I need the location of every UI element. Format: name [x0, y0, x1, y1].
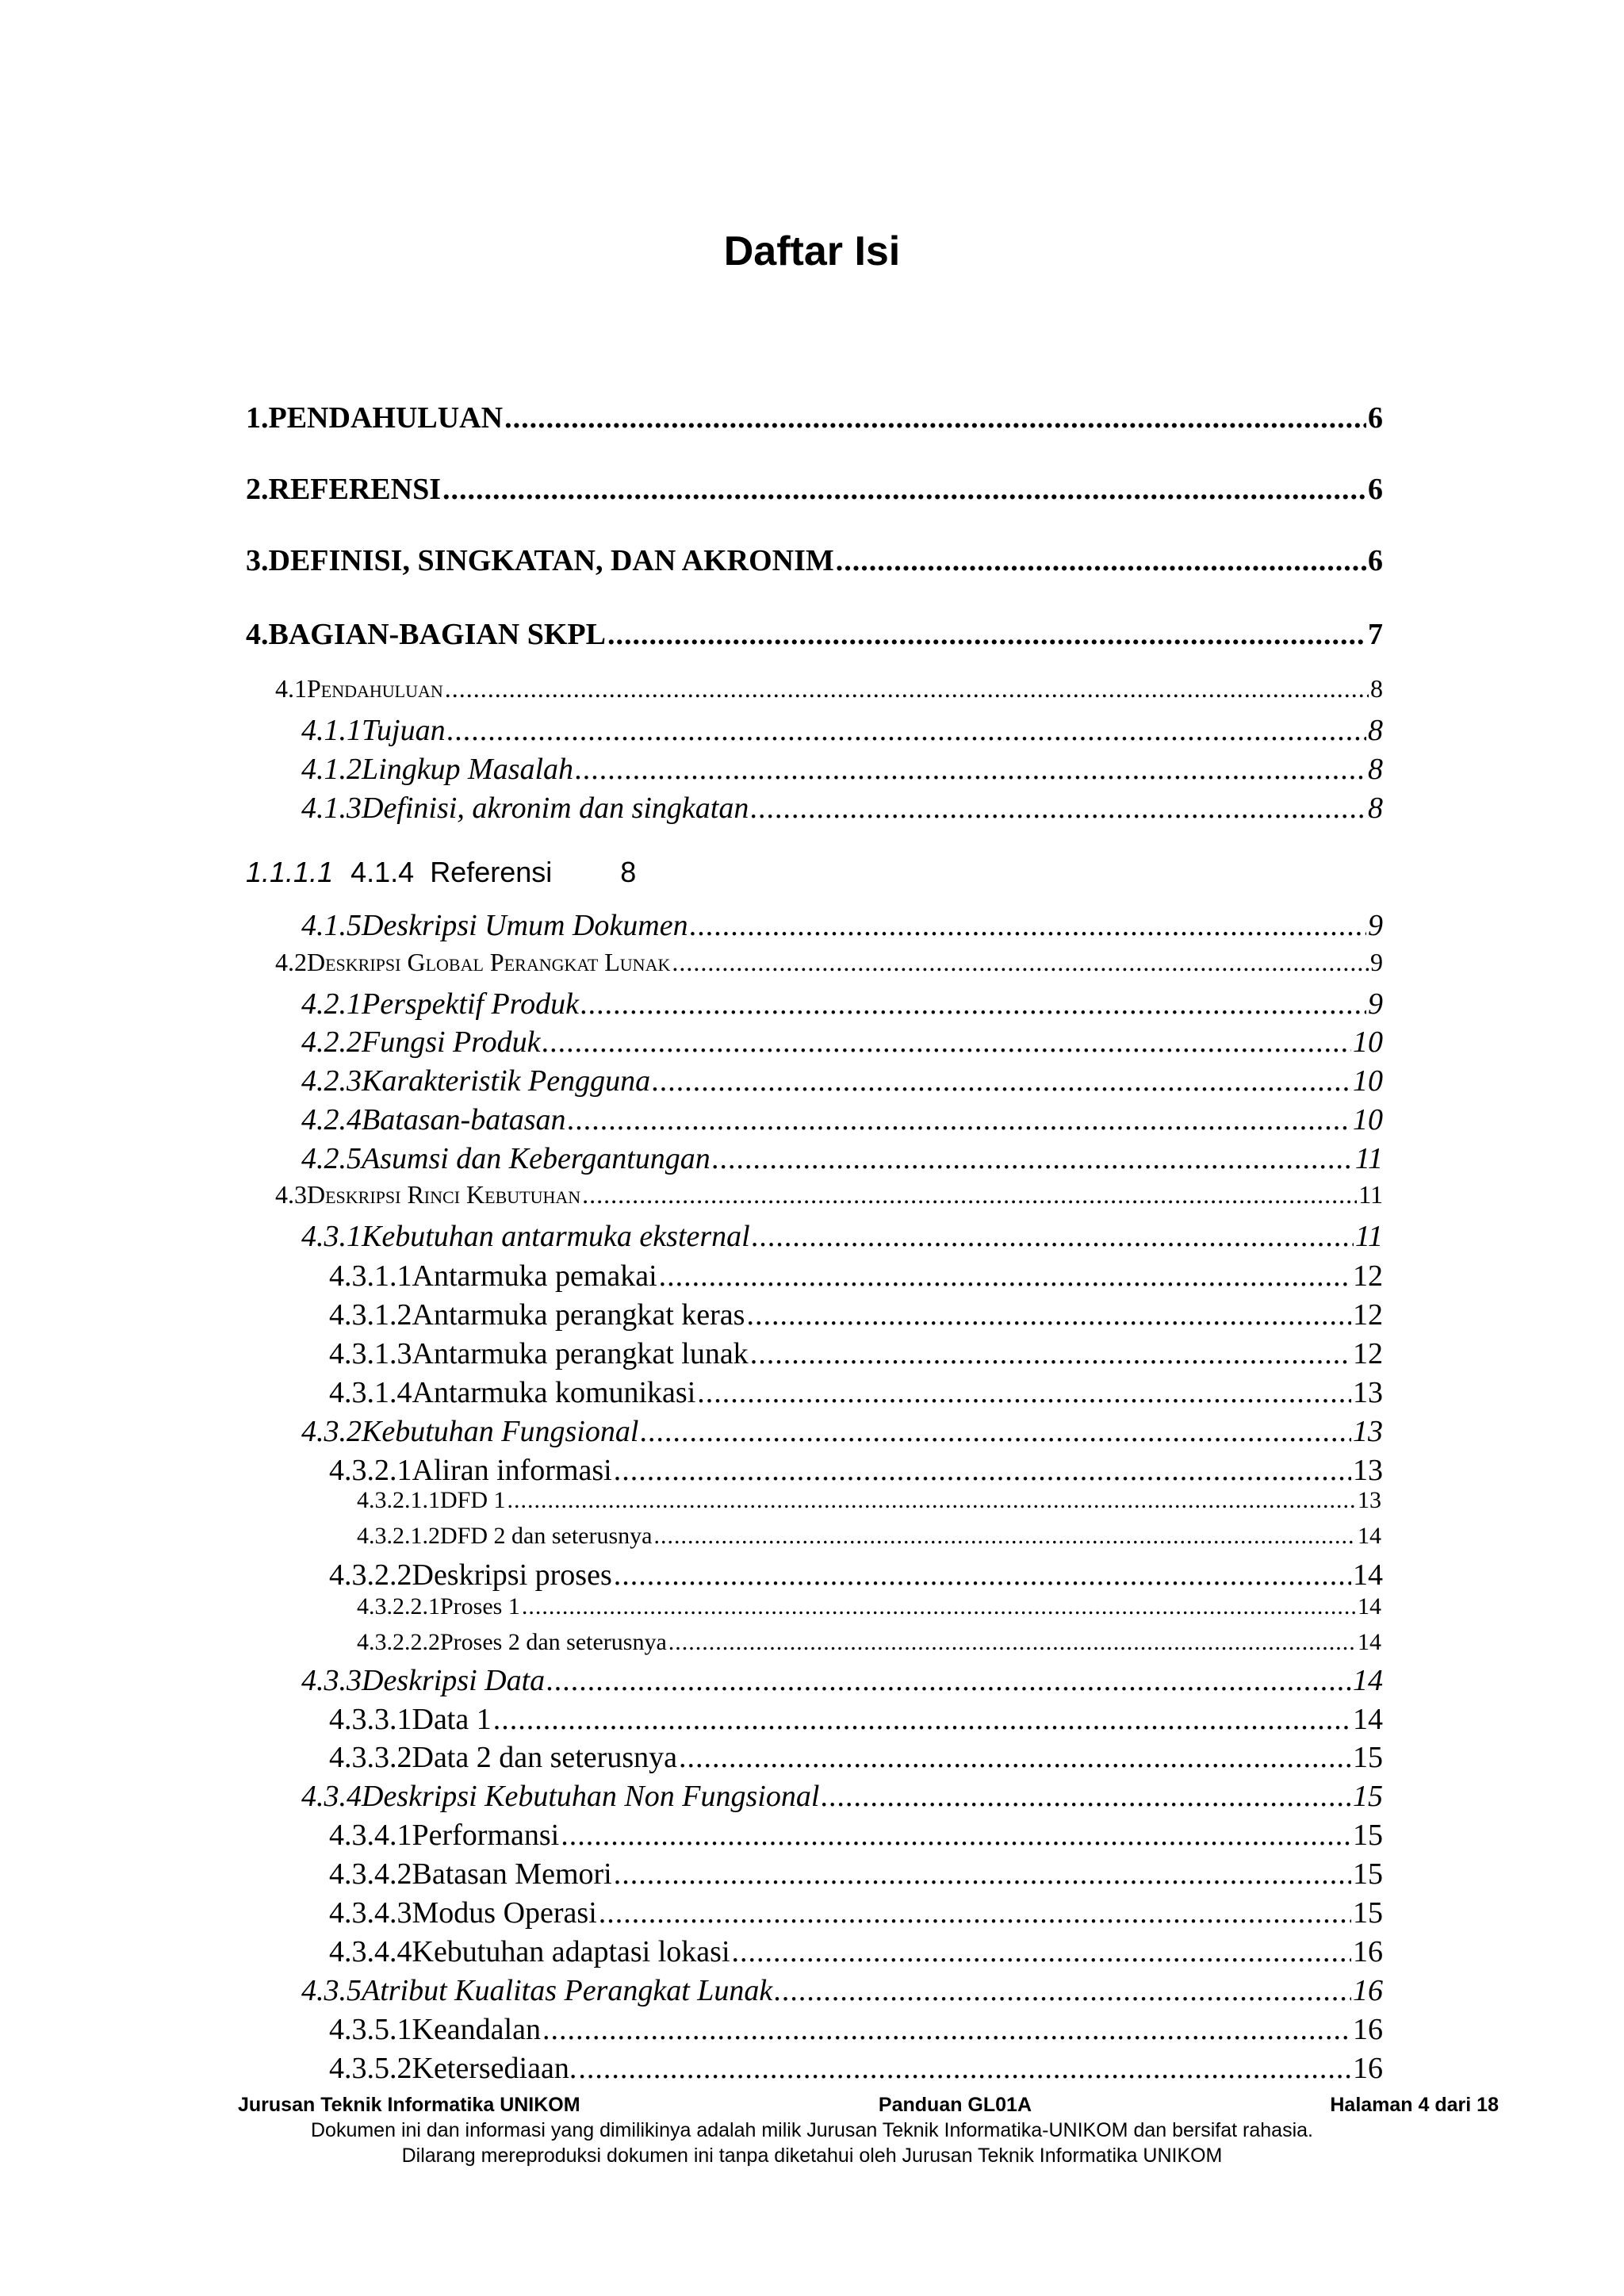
toc-page: 8 — [1368, 753, 1383, 786]
dot-leader — [442, 472, 1366, 507]
toc-title: BAGIAN-BAGIAN SKPL — [268, 618, 606, 651]
toc-page: 12 — [1353, 1337, 1383, 1370]
toc-title: Asumsi dan Kebergantungan — [362, 1142, 710, 1175]
toc-number: 4.3.4.1 — [329, 1819, 412, 1852]
toc-number: 4.3.5.1 — [329, 2013, 412, 2046]
toc-page: 16 — [1353, 2052, 1383, 2085]
toc-number: 4.3.4.4 — [329, 1935, 412, 1968]
footer-row — [238, 2092, 1499, 2118]
toc-title: Antarmuka komunikasi — [412, 1376, 696, 1409]
toc-entry[interactable] — [301, 752, 1383, 788]
toc-page: 15 — [1353, 1896, 1383, 1930]
dot-leader — [653, 1523, 1356, 1550]
toc-entry[interactable] — [301, 1141, 1383, 1178]
footer-confidential-note: Dokumen ini dan informasi yang dimilikinya adalah milik Jurusan Teknik Informatika-UNIKOM dan bersifat rahasia. — [311, 2119, 1313, 2141]
dot-leader — [679, 1740, 1351, 1775]
dot-leader — [447, 713, 1366, 748]
toc-title: Ketersediaan. — [412, 2052, 577, 2085]
dot-leader — [504, 401, 1366, 435]
dot-leader — [668, 1629, 1356, 1656]
toc-title: Deskripsi Global Perangkat Lunak — [307, 948, 671, 976]
footer-document-code: Panduan GL01A — [878, 2094, 1032, 2116]
dot-leader — [614, 1857, 1351, 1892]
toc-page: 8 — [1368, 792, 1383, 825]
dot-leader — [652, 1064, 1351, 1098]
toc-title: Antarmuka perangkat keras — [412, 1298, 745, 1332]
toc-number: 4.1.4 — [350, 856, 415, 888]
dot-leader — [821, 1779, 1351, 1814]
toc-title: Modus Operasi — [412, 1896, 597, 1930]
dot-leader — [659, 1259, 1351, 1294]
toc-entry[interactable] — [301, 791, 1383, 827]
toc-number: 4.1.2 — [301, 753, 362, 786]
toc-number: 4.3.1 — [301, 1220, 362, 1253]
footer-department: Jurusan Teknik Informatika UNIKOM — [238, 2094, 580, 2116]
toc-page: 11 — [1354, 1220, 1383, 1253]
dot-leader — [614, 1453, 1351, 1488]
toc-page: 10 — [1353, 1025, 1383, 1059]
toc-title: Performansi — [412, 1819, 560, 1852]
toc-page: 12 — [1353, 1259, 1383, 1293]
toc-title: Antarmuka pemakai — [412, 1259, 657, 1293]
toc-entry[interactable] — [301, 1663, 1383, 1700]
dot-leader — [445, 674, 1369, 703]
toc-entry[interactable] — [329, 2051, 1383, 2087]
toc-page: 9 — [1368, 909, 1383, 942]
toc-page: 6 — [1368, 473, 1383, 506]
dot-leader — [493, 1702, 1351, 1737]
toc-number: 4.2.4 — [301, 1103, 362, 1137]
toc-entry[interactable] — [329, 1375, 1383, 1412]
toc-page: 6 — [1368, 544, 1383, 577]
dot-leader — [750, 791, 1366, 826]
toc-entry[interactable] — [301, 987, 1383, 1023]
toc-page: 16 — [1353, 1974, 1383, 2007]
toc-entry[interactable] — [357, 1593, 1381, 1625]
toc-number: 4.2.2 — [301, 1025, 362, 1059]
toc-page: 15 — [1353, 1780, 1383, 1813]
toc-page: 15 — [1353, 1819, 1383, 1852]
toc-number: 4.3 — [275, 1180, 307, 1209]
toc-title: DEFINISI, SINGKATAN, DAN AKRONIM — [268, 544, 834, 577]
toc-title: Lingkup Masalah — [362, 753, 574, 786]
toc-number: 4.3.3.2 — [329, 1741, 412, 1774]
toc-page: 15 — [1353, 1741, 1383, 1774]
toc-title: Kebutuhan adaptasi lokasi — [412, 1935, 730, 1968]
dot-leader — [568, 1102, 1351, 1137]
toc-title: Antarmuka perangkat lunak — [412, 1337, 749, 1370]
dot-leader — [578, 2051, 1351, 2086]
toc-number: 4.3.1.3 — [329, 1337, 412, 1370]
dot-leader — [542, 2012, 1351, 2047]
dot-leader — [640, 1414, 1351, 1449]
dot-leader — [599, 1895, 1351, 1930]
toc-title: Deskripsi Data — [362, 1664, 546, 1697]
toc-entry[interactable] — [246, 543, 1383, 581]
toc-title: Proses 1 — [440, 1593, 520, 1619]
toc-entry[interactable] — [301, 1779, 1383, 1815]
dot-leader — [580, 987, 1366, 1022]
toc-entry[interactable] — [329, 1895, 1383, 1932]
toc-title: DFD 1 — [440, 1487, 506, 1513]
toc-page: 13 — [1353, 1376, 1383, 1409]
toc-entry[interactable] — [329, 1857, 1383, 1893]
toc-entry[interactable] — [357, 1629, 1381, 1661]
toc-entry[interactable] — [329, 1818, 1383, 1854]
toc-title: Kebutuhan antarmuka eksternal — [362, 1220, 750, 1253]
toc-entry[interactable] — [301, 1025, 1383, 1061]
toc-number: 1. — [246, 401, 269, 435]
toc-page: 16 — [1353, 2013, 1383, 2046]
dot-leader — [732, 1934, 1351, 1969]
dot-leader — [672, 948, 1369, 977]
toc-title: Definisi, akronim dan singkatan — [362, 792, 749, 825]
toc-entry[interactable] — [357, 1523, 1381, 1554]
toc-title: Deskripsi Umum Dokumen — [362, 909, 688, 942]
toc-entry[interactable] — [301, 908, 1383, 945]
toc-entry[interactable] — [357, 1487, 1381, 1519]
dot-leader — [582, 1180, 1357, 1209]
toc-entry[interactable] — [301, 1414, 1383, 1451]
toc-title: Karakteristik Pengguna — [362, 1064, 651, 1098]
toc-title: Tujuan — [362, 714, 446, 747]
toc-entry[interactable] — [275, 948, 1383, 983]
toc-page: 14 — [1358, 1593, 1381, 1619]
toc-page: 16 — [1353, 1935, 1383, 1968]
toc-number: 4.3.2.1 — [329, 1454, 412, 1487]
toc-page: 14 — [1353, 1664, 1383, 1697]
toc-title: Keandalan — [412, 2013, 541, 2046]
toc-number: 4.3.5 — [301, 1974, 362, 2007]
toc-page: 14 — [1358, 1629, 1381, 1655]
toc-entry[interactable] — [329, 1297, 1383, 1334]
toc-number: 4.3.2.1.2 — [357, 1523, 440, 1549]
footer-page-number: Halaman 4 dari 18 — [1330, 2094, 1499, 2116]
dot-leader — [546, 1663, 1351, 1698]
toc-number: 4. — [246, 618, 269, 651]
toc-title: Deskripsi Kebutuhan Non Fungsional — [362, 1780, 820, 1813]
toc-page: 8 — [620, 856, 637, 888]
toc-page: 8 — [1370, 674, 1383, 703]
toc-title: Referensi — [430, 856, 553, 888]
toc-entry[interactable] — [275, 674, 1383, 709]
toc-page: 13 — [1358, 1487, 1381, 1513]
toc-number: 4.1 — [275, 674, 307, 703]
toc-entry[interactable] — [329, 2012, 1383, 2049]
toc-page: 12 — [1353, 1298, 1383, 1332]
toc-entry[interactable] — [329, 1259, 1383, 1295]
toc-page: 14 — [1353, 1558, 1383, 1592]
dot-leader — [575, 752, 1366, 787]
toc-page: 7 — [1368, 618, 1383, 651]
toc-title: Kebutuhan Fungsional — [362, 1415, 639, 1448]
dot-leader — [750, 1336, 1351, 1371]
toc-entry[interactable] — [301, 1219, 1383, 1255]
toc-number: 4.1.1 — [301, 714, 362, 747]
toc-title: Pendahuluan — [307, 674, 443, 703]
toc-title: Aliran informasi — [412, 1454, 612, 1487]
dot-leader — [522, 1593, 1356, 1620]
toc-number: 4.1.3 — [301, 792, 362, 825]
toc-title: Atribut Kualitas Perangkat Lunak — [362, 1974, 773, 2007]
toc-title: Proses 2 dan seterusnya — [440, 1629, 667, 1655]
toc-number: 4.3.4.3 — [329, 1896, 412, 1930]
toc-page: 11 — [1358, 1180, 1383, 1209]
dot-leader — [561, 1818, 1351, 1853]
toc-title: Data 1 — [412, 1703, 492, 1736]
toc-title: PENDAHULUAN — [268, 401, 504, 435]
toc-number: 4.3.4 — [301, 1780, 362, 1813]
toc-entry[interactable] — [329, 1558, 1383, 1594]
toc-entry[interactable] — [329, 1453, 1383, 1489]
dot-leader — [508, 1487, 1356, 1514]
toc-number: 4.3.1.4 — [329, 1376, 412, 1409]
toc-page: 11 — [1354, 1142, 1383, 1175]
toc-title: Batasan-batasan — [362, 1103, 566, 1137]
toc-entry[interactable] — [246, 472, 1383, 510]
dot-leader — [774, 1973, 1351, 2008]
dot-leader — [746, 1297, 1351, 1332]
toc-entry[interactable] — [329, 1702, 1383, 1738]
dot-leader — [614, 1558, 1351, 1593]
toc-page: 10 — [1353, 1103, 1383, 1137]
dot-leader — [712, 1141, 1354, 1176]
toc-page: 8 — [1368, 714, 1383, 747]
toc-entry[interactable] — [246, 617, 1383, 655]
toc-entry[interactable] — [301, 1973, 1383, 2010]
toc-title: Perspektif Produk — [362, 987, 580, 1021]
toc-entry[interactable] — [275, 1180, 1383, 1215]
toc-number: 4.3.2.2 — [329, 1558, 412, 1592]
toc-number: 4.3.5.2 — [329, 2052, 412, 2085]
toc-title: Fungsi Produk — [362, 1025, 541, 1059]
toc-number: 4.3.4.2 — [329, 1857, 412, 1891]
toc-number: 4.3.2.2.1 — [357, 1593, 440, 1619]
toc-number: 4.3.2 — [301, 1415, 362, 1448]
toc-number: 4.3.3 — [301, 1664, 362, 1697]
toc-page: 6 — [1368, 401, 1383, 435]
toc-entry[interactable] — [329, 1934, 1383, 1971]
toc-number: 4.2 — [275, 948, 307, 976]
toc-page: 10 — [1353, 1064, 1383, 1098]
toc-title: DFD 2 dan seterusnya — [440, 1523, 653, 1549]
toc-number: 4.3.1.1 — [329, 1259, 412, 1293]
toc-number: 3. — [246, 544, 269, 577]
toc-number: 4.3.2.2.2 — [357, 1629, 440, 1655]
toc-title: Data 2 dan seterusnya — [412, 1741, 677, 1774]
toc-title: Deskripsi Rinci Kebutuhan — [307, 1180, 581, 1209]
outline-number: 1.1.1.1 — [246, 856, 334, 888]
toc-title: Deskripsi proses — [412, 1558, 612, 1592]
toc-page: 13 — [1353, 1415, 1383, 1448]
toc-page: 14 — [1353, 1703, 1383, 1736]
toc-page: 14 — [1358, 1523, 1381, 1549]
toc-page: 9 — [1368, 987, 1383, 1021]
toc-page: 13 — [1353, 1454, 1383, 1487]
toc-number: 4.3.2.1.1 — [357, 1487, 440, 1513]
footer-copyright-note: Dilarang mereproduksi dokumen ini tanpa diketahui oleh Jurusan Teknik Informatika UNIKOM — [401, 2145, 1223, 2167]
toc-entry-referensi[interactable] — [246, 854, 636, 891]
toc-page: 15 — [1353, 1857, 1383, 1891]
dot-leader — [690, 908, 1366, 943]
dot-leader — [607, 617, 1366, 652]
dot-leader — [542, 1025, 1351, 1060]
toc-entry[interactable] — [329, 1740, 1383, 1777]
dot-leader — [752, 1219, 1354, 1254]
toc-entry[interactable] — [301, 1064, 1383, 1100]
toc-number: 4.3.3.1 — [329, 1703, 412, 1736]
toc-number: 4.2.3 — [301, 1064, 362, 1098]
page-title: Daftar Isi — [723, 228, 901, 274]
toc-entry[interactable] — [246, 401, 1383, 439]
dot-leader — [836, 543, 1366, 578]
toc-page: 9 — [1370, 948, 1383, 976]
toc-number: 2. — [246, 473, 269, 506]
toc-entry[interactable] — [301, 713, 1383, 749]
toc-entry[interactable] — [301, 1102, 1383, 1139]
toc-title: REFERENSI — [268, 473, 441, 506]
dot-leader — [697, 1375, 1351, 1410]
toc-number: 4.2.1 — [301, 987, 362, 1021]
toc-number: 4.2.5 — [301, 1142, 362, 1175]
toc-number: 4.3.1.2 — [329, 1298, 412, 1332]
toc-entry[interactable] — [329, 1336, 1383, 1373]
toc-number: 4.1.5 — [301, 909, 362, 942]
toc-title: Batasan Memori — [412, 1857, 612, 1891]
